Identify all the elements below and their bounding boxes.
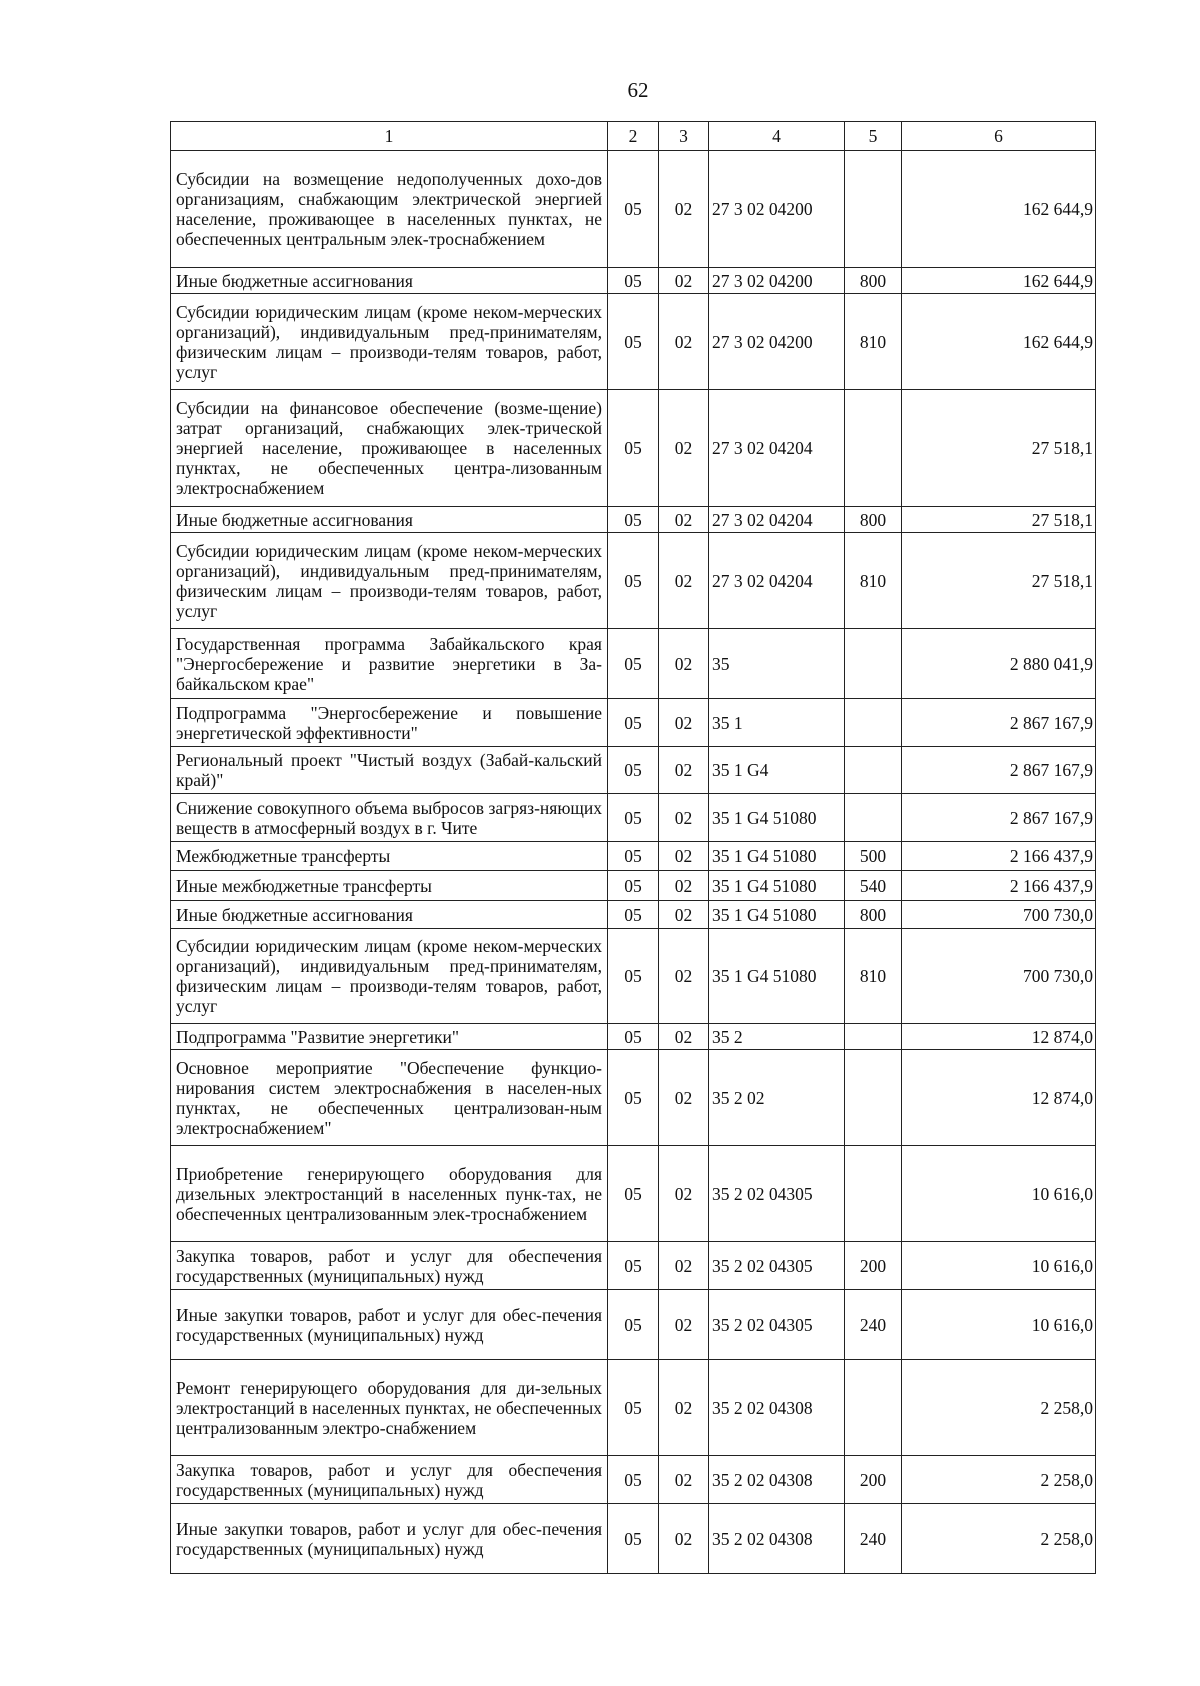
- table-row: [171, 294, 1096, 390]
- row-name: Подпрограмма "Развитие энергетики": [171, 1024, 608, 1050]
- row-subsection: 02: [659, 1146, 709, 1242]
- row-subsection: 02: [659, 1290, 709, 1360]
- row-name: Иные межбюджетные трансферты: [171, 871, 608, 901]
- row-section: 05: [608, 629, 659, 699]
- row-section: 05: [608, 794, 659, 842]
- table-row: [171, 842, 1096, 871]
- row-expense-type: 810: [845, 533, 902, 629]
- row-name: Региональный проект "Чистый воздух (Забай-кальский край)": [171, 747, 608, 794]
- row-expense-type: 240: [845, 1290, 902, 1360]
- row-amount: 2 880 041,9: [902, 629, 1096, 699]
- row-name: Приобретение генерирующего оборудования для дизельных электростанций в населенных пунк-тах, не обеспеченных централизованным элек-троснабжением: [171, 1146, 608, 1242]
- row-subsection: 02: [659, 390, 709, 507]
- table-row: [171, 1146, 1096, 1242]
- column-header-expense-type: 5: [845, 122, 902, 151]
- row-name: Закупка товаров, работ и услуг для обеспечения государственных (муниципальных) нужд: [171, 1456, 608, 1504]
- row-expense-type: 800: [845, 268, 902, 294]
- row-expense-type: 540: [845, 871, 902, 901]
- row-subsection: 02: [659, 1024, 709, 1050]
- row-section: 05: [608, 901, 659, 929]
- table-row: [171, 533, 1096, 629]
- row-name: Субсидии юридическим лицам (кроме неком-мерческих организаций), индивидуальным пред-принимателям, физическим лицам – производи-телям товаров, работ, услуг: [171, 533, 608, 629]
- table-row: [171, 929, 1096, 1024]
- row-subsection: 02: [659, 929, 709, 1024]
- row-target: 35 2 02 04305: [709, 1146, 845, 1242]
- row-expense-type: [845, 699, 902, 747]
- budget-table: [170, 121, 1096, 1574]
- row-expense-type: [845, 390, 902, 507]
- row-target: 35 2 02 04308: [709, 1456, 845, 1504]
- table-row: [171, 390, 1096, 507]
- row-target: 35 1: [709, 699, 845, 747]
- row-amount: 700 730,0: [902, 929, 1096, 1024]
- row-section: 05: [608, 871, 659, 901]
- row-subsection: 02: [659, 268, 709, 294]
- column-header-amount: 6: [902, 122, 1096, 151]
- row-amount: 162 644,9: [902, 151, 1096, 268]
- row-amount: 2 867 167,9: [902, 699, 1096, 747]
- column-header-subsection: 3: [659, 122, 709, 151]
- column-header-target: 4: [709, 122, 845, 151]
- row-target: 35 2 02 04305: [709, 1242, 845, 1290]
- row-name: Субсидии на возмещение недополученных дохо-дов организациям, снабжающим электрической энергией население, проживающее в населенных пунктах, не обеспеченных центральным элек-троснабжением: [171, 151, 608, 268]
- table-row: [171, 151, 1096, 268]
- row-name: Межбюджетные трансферты: [171, 842, 608, 871]
- row-subsection: 02: [659, 629, 709, 699]
- row-amount: 162 644,9: [902, 294, 1096, 390]
- row-section: 05: [608, 699, 659, 747]
- row-name: Подпрограмма "Энергосбережение и повышение энергетической эффективности": [171, 699, 608, 747]
- row-expense-type: [845, 629, 902, 699]
- row-target: 35 1 G4: [709, 747, 845, 794]
- row-expense-type: 810: [845, 294, 902, 390]
- row-expense-type: [845, 1360, 902, 1456]
- row-subsection: 02: [659, 294, 709, 390]
- page-number: 62: [627, 78, 649, 102]
- column-header-section: 2: [608, 122, 659, 151]
- row-section: 05: [608, 268, 659, 294]
- row-target: 35 2 02 04305: [709, 1290, 845, 1360]
- row-expense-type: 800: [845, 901, 902, 929]
- row-target: 27 3 02 04204: [709, 507, 845, 533]
- table-row: [171, 1050, 1096, 1146]
- row-expense-type: 500: [845, 842, 902, 871]
- row-amount: 2 166 437,9: [902, 842, 1096, 871]
- row-expense-type: [845, 747, 902, 794]
- row-amount: 2 867 167,9: [902, 794, 1096, 842]
- table-row: [171, 1024, 1096, 1050]
- row-expense-type: [845, 151, 902, 268]
- row-amount: 2 258,0: [902, 1504, 1096, 1574]
- row-amount: 10 616,0: [902, 1146, 1096, 1242]
- row-name: Закупка товаров, работ и услуг для обеспечения государственных (муниципальных) нужд: [171, 1242, 608, 1290]
- row-target: 35 1 G4 51080: [709, 794, 845, 842]
- row-amount: 12 874,0: [902, 1024, 1096, 1050]
- row-subsection: 02: [659, 1504, 709, 1574]
- row-target: 27 3 02 04204: [709, 533, 845, 629]
- row-target: 35: [709, 629, 845, 699]
- row-name: Снижение совокупного объема выбросов загряз-няющих веществ в атмосферный воздух в г. Чите: [171, 794, 608, 842]
- row-section: 05: [608, 390, 659, 507]
- row-amount: 10 616,0: [902, 1290, 1096, 1360]
- row-target: 27 3 02 04200: [709, 151, 845, 268]
- row-section: 05: [608, 533, 659, 629]
- row-target: 27 3 02 04200: [709, 294, 845, 390]
- row-section: 05: [608, 1456, 659, 1504]
- row-amount: 2 867 167,9: [902, 747, 1096, 794]
- row-target: 35 2 02: [709, 1050, 845, 1146]
- row-target: 35 1 G4 51080: [709, 901, 845, 929]
- row-subsection: 02: [659, 871, 709, 901]
- row-amount: 27 518,1: [902, 390, 1096, 507]
- row-section: 05: [608, 1242, 659, 1290]
- row-section: 05: [608, 1504, 659, 1574]
- row-name: Субсидии на финансовое обеспечение (возме-щение) затрат организаций, снабжающих элек-трической энергией население, проживающее в населенных пунктах, не обеспеченных центра-лизованным электроснабжением: [171, 390, 608, 507]
- row-section: 05: [608, 507, 659, 533]
- table-row: [171, 1504, 1096, 1574]
- row-section: 05: [608, 1290, 659, 1360]
- row-expense-type: 800: [845, 507, 902, 533]
- row-name: Иные закупки товаров, работ и услуг для обес-печения государственных (муниципальных) нужд: [171, 1504, 608, 1574]
- row-expense-type: 200: [845, 1242, 902, 1290]
- row-target: 35 2 02 04308: [709, 1360, 845, 1456]
- row-target: 35 2 02 04308: [709, 1504, 845, 1574]
- row-subsection: 02: [659, 533, 709, 629]
- row-subsection: 02: [659, 507, 709, 533]
- row-amount: 10 616,0: [902, 1242, 1096, 1290]
- row-subsection: 02: [659, 1360, 709, 1456]
- row-name: Государственная программа Забайкальского края "Энергосбережение и развитие энергетики в За-байкальском крае": [171, 629, 608, 699]
- row-name: Иные закупки товаров, работ и услуг для обес-печения государственных (муниципальных) нужд: [171, 1290, 608, 1360]
- row-amount: 27 518,1: [902, 533, 1096, 629]
- row-target: 35 1 G4 51080: [709, 929, 845, 1024]
- row-expense-type: 200: [845, 1456, 902, 1504]
- row-amount: 2 258,0: [902, 1360, 1096, 1456]
- row-name: Иные бюджетные ассигнования: [171, 901, 608, 929]
- table-row: [171, 1456, 1096, 1504]
- row-subsection: 02: [659, 1456, 709, 1504]
- row-target: 35 1 G4 51080: [709, 842, 845, 871]
- row-section: 05: [608, 929, 659, 1024]
- row-section: 05: [608, 294, 659, 390]
- row-expense-type: [845, 794, 902, 842]
- row-amount: 700 730,0: [902, 901, 1096, 929]
- table-row: [171, 871, 1096, 901]
- row-target: 35 2: [709, 1024, 845, 1050]
- row-amount: 2 166 437,9: [902, 871, 1096, 901]
- row-expense-type: 810: [845, 929, 902, 1024]
- row-subsection: 02: [659, 901, 709, 929]
- row-section: 05: [608, 151, 659, 268]
- row-section: 05: [608, 1360, 659, 1456]
- table-row: [171, 268, 1096, 294]
- table-row: [171, 699, 1096, 747]
- row-amount: 162 644,9: [902, 268, 1096, 294]
- row-name: Субсидии юридическим лицам (кроме неком-мерческих организаций), индивидуальным пред-принимателям, физическим лицам – производи-телям товаров, работ, услуг: [171, 929, 608, 1024]
- table-header-row: [171, 122, 1096, 151]
- row-section: 05: [608, 842, 659, 871]
- row-subsection: 02: [659, 794, 709, 842]
- row-amount: 12 874,0: [902, 1050, 1096, 1146]
- row-target: 27 3 02 04200: [709, 268, 845, 294]
- row-target: 35 1 G4 51080: [709, 871, 845, 901]
- row-target: 27 3 02 04204: [709, 390, 845, 507]
- table-row: [171, 629, 1096, 699]
- row-subsection: 02: [659, 1050, 709, 1146]
- row-subsection: 02: [659, 747, 709, 794]
- row-name: Субсидии юридическим лицам (кроме неком-мерческих организаций), индивидуальным пред-принимателям, физическим лицам – производи-телям товаров, работ, услуг: [171, 294, 608, 390]
- row-expense-type: [845, 1146, 902, 1242]
- row-name: Иные бюджетные ассигнования: [171, 268, 608, 294]
- row-expense-type: 240: [845, 1504, 902, 1574]
- row-amount: 27 518,1: [902, 507, 1096, 533]
- table-row: [171, 1290, 1096, 1360]
- table-row: [171, 747, 1096, 794]
- row-section: 05: [608, 1024, 659, 1050]
- row-section: 05: [608, 747, 659, 794]
- row-name: Иные бюджетные ассигнования: [171, 507, 608, 533]
- row-section: 05: [608, 1050, 659, 1146]
- row-name: Ремонт генерирующего оборудования для ди-зельных электростанций в населенных пунктах, не обеспеченных централизованным электро-снабжением: [171, 1360, 608, 1456]
- row-subsection: 02: [659, 1242, 709, 1290]
- row-subsection: 02: [659, 151, 709, 268]
- table-row: [171, 1360, 1096, 1456]
- row-subsection: 02: [659, 699, 709, 747]
- row-expense-type: [845, 1050, 902, 1146]
- table-row: [171, 507, 1096, 533]
- table-row: [171, 901, 1096, 929]
- table-row: [171, 1242, 1096, 1290]
- column-header-name: 1: [171, 122, 608, 151]
- row-section: 05: [608, 1146, 659, 1242]
- row-name: Основное мероприятие "Обеспечение функцио-нирования систем электроснабжения в населен-ных пунктах, не обеспеченных централизован-ным электроснабжением": [171, 1050, 608, 1146]
- row-amount: 2 258,0: [902, 1456, 1096, 1504]
- row-subsection: 02: [659, 842, 709, 871]
- row-expense-type: [845, 1024, 902, 1050]
- table-row: [171, 794, 1096, 842]
